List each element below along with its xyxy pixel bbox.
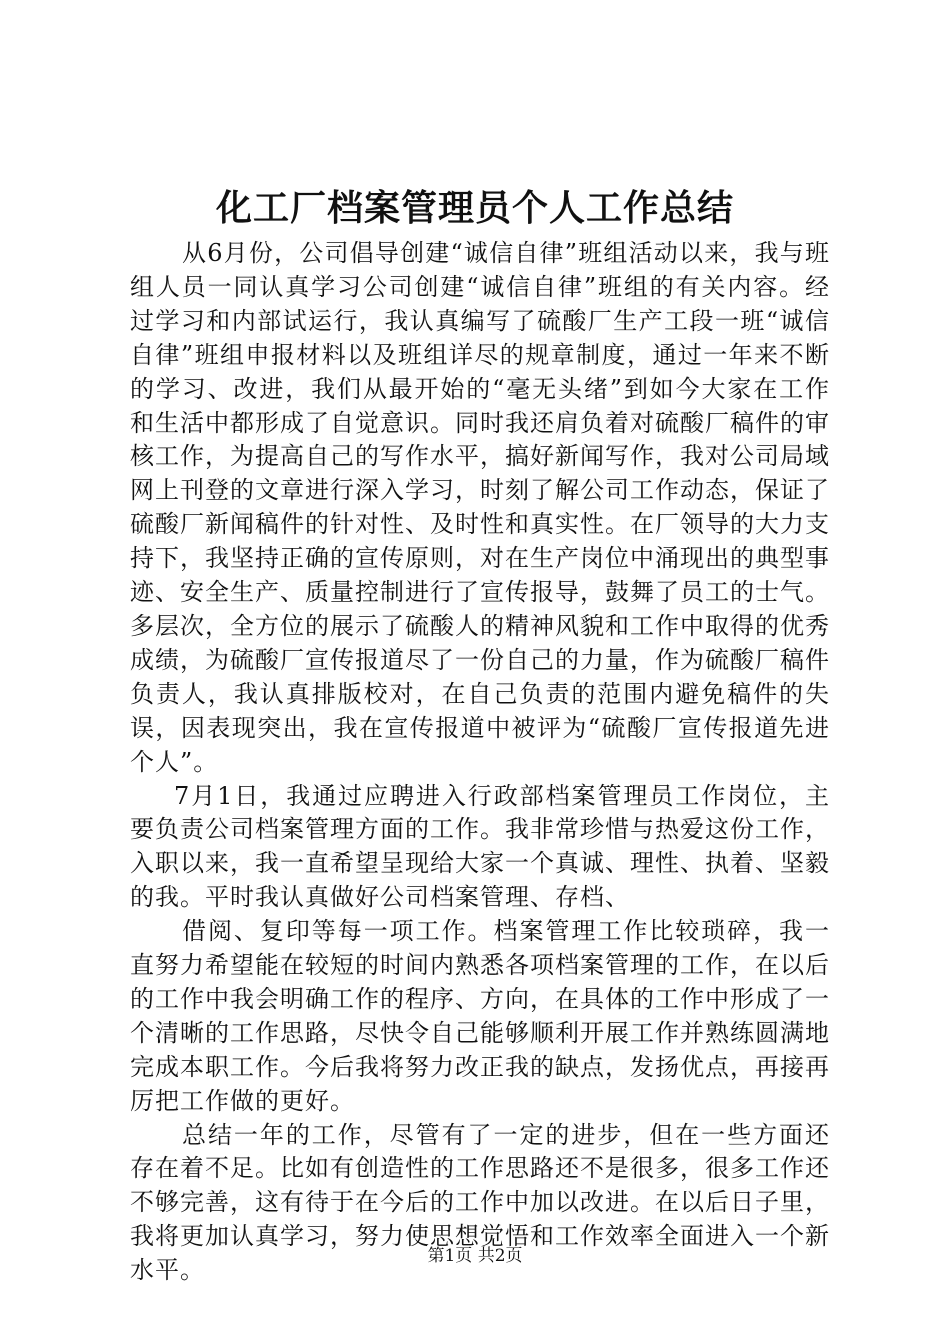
paragraph-2: 7月1日，我通过应聘进入行政部档案管理员工作岗位，主要负责公司档案管理方面的工作。我非常珍惜与热爱这份工作，入职以来，我一直希望呈现给大家一个真诚、理性、执着、坚毅的我。平时我认真做好公司档案管理、存档、 bbox=[130, 781, 830, 912]
paragraph-4: 总结一年的工作，尽管有了一定的进步，但在一些方面还存在着不足。比如有创造性的工作思路还不是很多，很多工作还不够完善，这有待于在今后的工作中加以改进。在以后日子里，我将更加认真学习，努力使思想觉悟和工作效率全面进入一个新水平。 bbox=[130, 1120, 830, 1285]
document-title: 化工厂档案管理员个人工作总结 bbox=[215, 187, 734, 229]
document-body bbox=[130, 237, 830, 1288]
page-number-footer: 第1页 共2页 bbox=[427, 1246, 523, 1266]
paragraph-1: 从6月份，公司倡导创建“诚信自律”班组活动以来，我与班组人员一同认真学习公司创建“诚信自律”班组的有关内容。经过学习和内部试运行，我认真编写了硫酸厂生产工段一班“诚信自律”班组申报材料以及班组详尽的规章制度，通过一年来不断的学习、改进，我们从最开始的“毫无头绪”到如今大家在工作和生活中都形成了自觉意识。同时我还肩负着对硫酸厂稿件的审核工作，为提高自己的写作水平，搞好新闻写作，我对公司局域网上刊登的文章进行深入学习，时刻了解公司工作动态，保证了硫酸厂新闻稿件的针对性、及时性和真实性。在厂领导的大力支持下，我坚持正确的宣传原则，对在生产岗位中涌现出的典型事迹、安全生产、质量控制进行了宣传报导，鼓舞了员工的士气。多层次，全方位的展示了硫酸人的精神风貌和工作中取得的优秀成绩，为硫酸厂宣传报道尽了一份自己的力量，作为硫酸厂稿件负责人，我认真排版校对，在自己负责的范围内避免稿件的失误，因表现突出，我在宣传报道中被评为“硫酸厂宣传报道先进个人”。 bbox=[130, 239, 830, 776]
paragraph-3: 借阅、复印等每一项工作。档案管理工作比较琐碎，我一直努力希望能在较短的时间内熟悉各项档案管理的工作，在以后的工作中我会明确工作的程序、方向，在具体的工作中形成了一个清晰的工作思路，尽快令自己能够顺利开展工作并熟练圆满地完成本职工作。今后我将努力改正我的缺点，发扬优点，再接再厉把工作做的更好。 bbox=[130, 917, 830, 1115]
